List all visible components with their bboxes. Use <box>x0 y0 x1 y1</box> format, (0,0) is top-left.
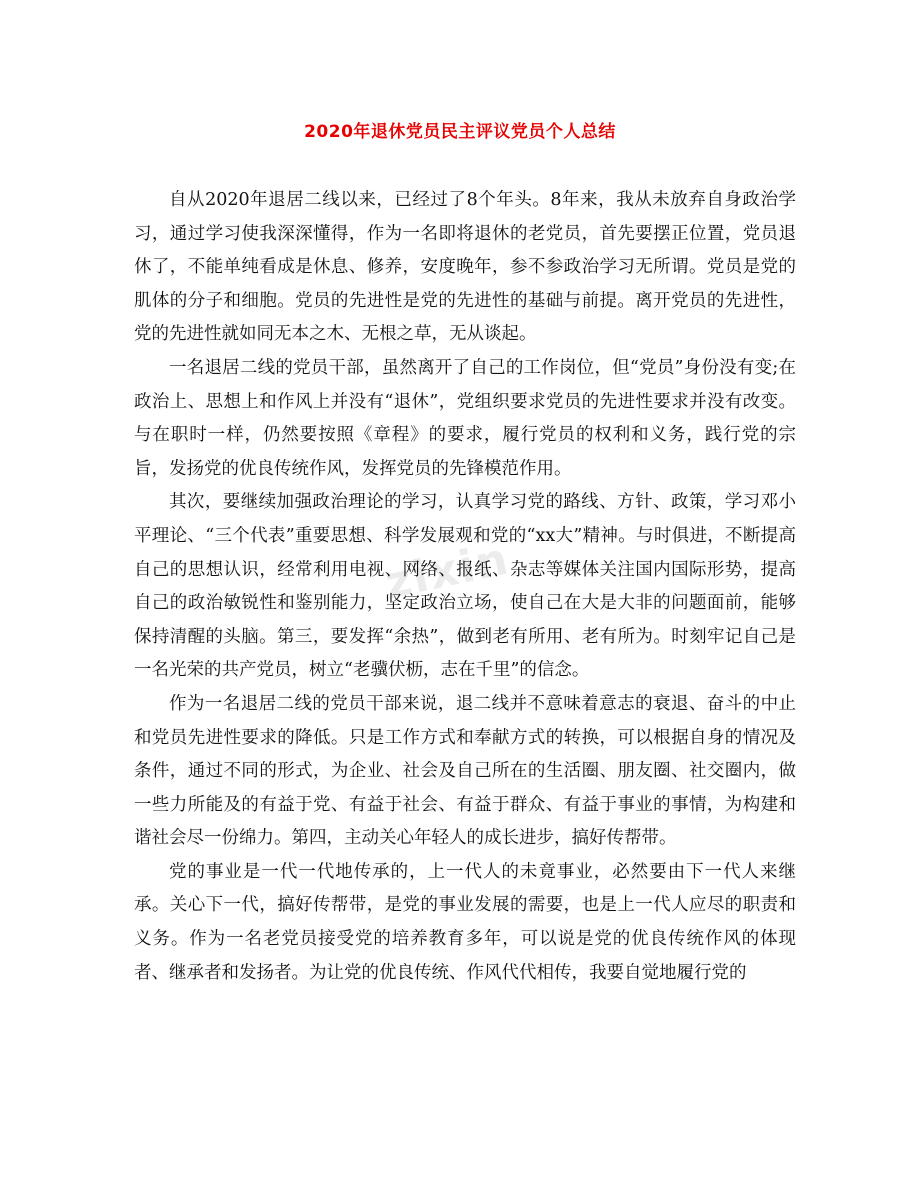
paragraph-2: 一名退居二线的党员干部，虽然离开了自己的工作岗位，但“党员”身份没有变;在政治上、思想上和作风上并没有“退休”，党组织要求党员的先进性要求并没有改变。与在职时一样，仍然要按照《章程》的要求，履行党员的权利和义务，践行党的宗旨，发扬党的优良传统作风，发挥党员的先锋模范作用。 <box>134 357 796 479</box>
watermark: zixin <box>380 533 515 610</box>
paragraph-3: 其次，要继续加强政治理论的学习，认真学习党的路线、方针、政策，学习邓小平理论、“三个代表”重要思想、科学发展观和党的“xx大”精神。与时俱进，不断提高自己的思想认识，经常利用电视、网络、报纸、杂志等媒体关注国内国际形势，提高自己的政治敏锐性和鉴别能力，坚定政治立场，使自己在大是大非的问题面前，能够保持清醒的头脑。第三，要发挥“余热”，做到老有所用、老有所为。时刻牢记自己是一名光荣的共产党员，树立“老骥伏枥，志在千里”的信念。 <box>134 492 796 681</box>
paragraph-1: 自从2020年退居二线以来，已经过了8个年头。8年来，我从未放弃自身政治学习，通过学习使我深深懂得，作为一名即将退休的老党员，首先要摆正位置，党员退休了，不能单纯看成是休息、修养，安度晚年，参不参政治学习无所谓。党员是党的肌体的分子和细胞。党员的先进性是党的先进性的基础与前提。离开党员的先进性，党的先进性就如同无本之木、无根之草，无从谈起。 <box>134 190 796 345</box>
paragraph-4: 作为一名退居二线的党员干部来说，退二线并不意味着意志的衰退、奋斗的中止和党员先进性要求的降低。只是工作方式和奉献方式的转换，可以根据自身的情况及条件，通过不同的形式，为企业、社会及自己所在的生活圈、朋友圈、社交圈内，做一些力所能及的有益于党、有益于社会、有益于群众、有益于事业的事情，为构建和谐社会尽一份绵力。第四，主动关心年轻人的成长进步，搞好传帮带。 <box>134 693 796 849</box>
document-body <box>134 184 796 990</box>
document-title: 2020年退休党员民主评议党员个人总结 <box>304 122 616 142</box>
paragraph-5: 党的事业是一代一代地传承的，上一代人的未竟事业，必然要由下一代人来继承。关心下一代，搞好传帮带，是党的事业发展的需要，也是上一代人应尽的职责和义务。作为一名老党员接受党的培养教育多年，可以说是党的优良传统作风的体现者、继承者和发扬者。为让党的优良传统、作风代代相传，我要自觉地履行党的 <box>134 861 796 983</box>
